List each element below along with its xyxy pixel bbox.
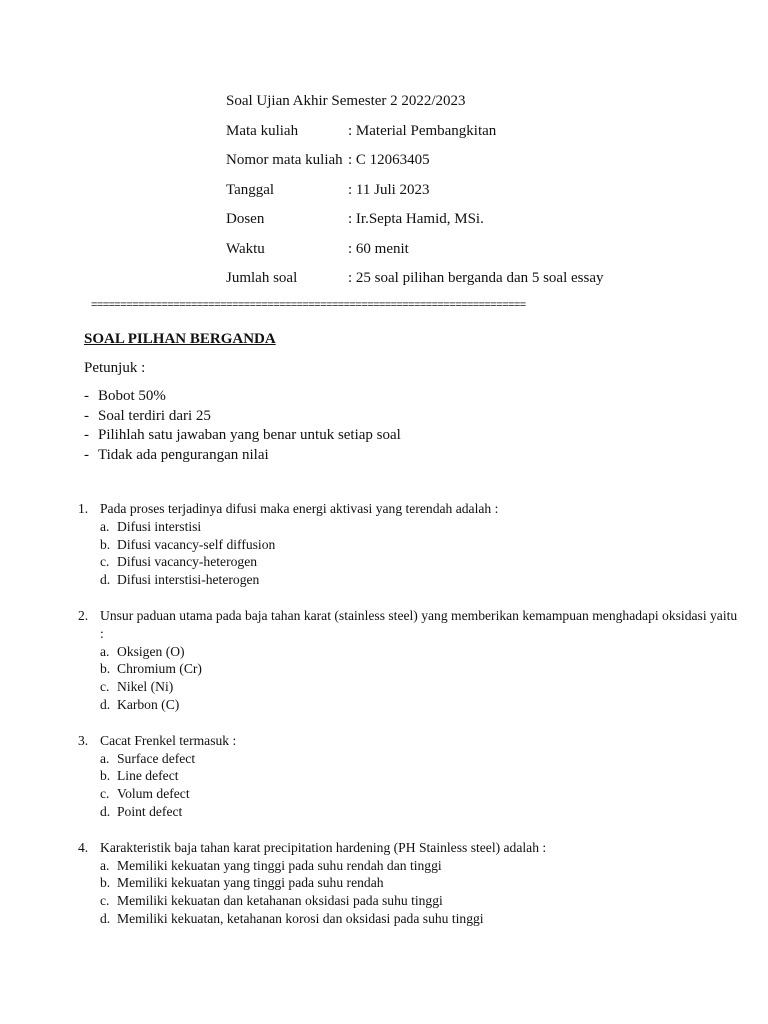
section-title: SOAL PILHAN BERGANDA [84, 331, 276, 347]
question-text: Pada proses terjadinya difusi maka energi aktivasi yang terendah adalah : [100, 501, 499, 516]
option-text: Point defect [117, 803, 183, 819]
option-letter: b. [100, 661, 111, 677]
option-letter: d. [100, 572, 111, 588]
instructions-label: Petunjuk : [84, 360, 146, 376]
separator-line: ========================================================================== [91, 299, 526, 311]
header-label: Mata kuliah [226, 122, 299, 139]
question-1 [78, 500, 738, 589]
header-row-question-count [226, 268, 604, 288]
option-b [100, 536, 738, 554]
option-text: Chromium (Cr) [117, 661, 202, 677]
question-2 [78, 607, 738, 714]
option-letter: a. [100, 750, 110, 766]
option-letter: b. [100, 875, 111, 891]
option-letter: c. [100, 679, 110, 695]
header-label: Nomor mata kuliah [226, 152, 343, 168]
instruction-text: Soal terdiri dari 25 [98, 407, 211, 424]
header-label: Tanggal [226, 181, 275, 198]
header-label: Dosen [226, 211, 265, 227]
header-value: : Ir.Septa Hamid, MSi. [348, 211, 484, 227]
header-row-lecturer [226, 209, 604, 229]
header-row-course-number [226, 150, 604, 170]
option-text: Karbon (C) [117, 696, 180, 712]
option-letter: b. [100, 536, 111, 552]
question-number: 2. [78, 607, 89, 623]
options-list [78, 750, 738, 821]
instruction-text: Pilihlah satu jawaban yang benar untuk setiap soal [98, 427, 401, 443]
option-letter: a. [100, 643, 110, 659]
option-b [100, 660, 738, 678]
header-value: : 11 Juli 2023 [348, 181, 430, 198]
header-label: Jumlah soal [226, 270, 298, 286]
question-text: Unsur paduan utama pada baja tahan karat (stainless steel) yang memberikan kemampuan menghadapi oksidasi yaitu : [100, 607, 738, 641]
options-list [78, 518, 738, 589]
header-row-course [226, 121, 604, 141]
question-text: Karakteristik baja tahan karat precipitation hardening (PH Stainless steel) adalah : [100, 839, 547, 855]
option-text: Memiliki kekuatan, ketahanan korosi dan oksidasi pada suhu tinggi [117, 910, 484, 926]
option-letter: d. [100, 803, 111, 819]
option-text: Oksigen (O) [117, 643, 185, 659]
question-text: Cacat Frenkel termasuk : [100, 732, 237, 748]
instruction-text: Tidak ada pengurangan nilai [98, 446, 269, 463]
option-c [100, 785, 738, 803]
option-text: Difusi vacancy-heterogen [117, 554, 258, 570]
option-text: Volum defect [117, 786, 190, 802]
option-d [100, 696, 738, 714]
option-letter: c. [100, 893, 110, 909]
option-a [100, 857, 738, 875]
option-letter: a. [100, 857, 110, 873]
option-text: Difusi interstisi-heterogen [117, 572, 260, 588]
option-letter: c. [100, 554, 110, 570]
option-letter: d. [100, 910, 111, 926]
options-list [78, 857, 738, 928]
exam-header [226, 91, 604, 298]
option-text: Surface defect [117, 750, 196, 766]
header-value: : 25 soal pilihan berganda dan 5 soal essay [348, 270, 604, 286]
instructions-list [84, 387, 401, 465]
header-value: : Material Pembangkitan [348, 122, 497, 139]
header-value: : 60 menit [348, 240, 409, 257]
header-row-time [226, 239, 604, 259]
option-text: Memiliki kekuatan yang tinggi pada suhu rendah [117, 875, 384, 891]
option-d [100, 571, 738, 589]
questions-list [78, 500, 738, 946]
option-letter: b. [100, 768, 111, 784]
option-letter: d. [100, 696, 111, 712]
option-letter: c. [100, 786, 110, 802]
options-list [78, 643, 738, 714]
option-a [100, 750, 738, 768]
instruction-text: Bobot 50% [98, 388, 166, 404]
option-text: Nikel (Ni) [117, 679, 174, 695]
question-number: 3. [78, 732, 89, 748]
option-d [100, 910, 738, 928]
instruction-item: - Soal terdiri dari 25 [84, 407, 401, 427]
header-label: Waktu [226, 240, 265, 257]
exam-title: Soal Ujian Akhir Semester 2 2022/2023 [226, 93, 466, 109]
instruction-item: - Tidak ada pengurangan nilai [84, 446, 401, 466]
instruction-item: - Bobot 50% [84, 387, 401, 407]
option-c [100, 678, 738, 696]
option-a [100, 643, 738, 661]
option-b [100, 767, 738, 785]
option-text: Memiliki kekuatan yang tinggi pada suhu rendah dan tinggi [117, 857, 442, 873]
option-c [100, 892, 738, 910]
option-text: Difusi interstisi [117, 518, 202, 534]
option-text: Memiliki kekuatan dan ketahanan oksidasi pada suhu tinggi [117, 893, 443, 909]
option-c [100, 553, 738, 571]
option-a [100, 518, 738, 536]
header-value: : C 12063405 [348, 152, 430, 168]
option-d [100, 803, 738, 821]
header-row-date [226, 180, 604, 200]
question-3 [78, 732, 738, 821]
option-text: Line defect [117, 768, 179, 784]
option-b [100, 874, 738, 892]
question-number: 4. [78, 839, 89, 855]
question-number: 1. [78, 501, 89, 516]
question-4 [78, 839, 738, 928]
instruction-item: - Pilihlah satu jawaban yang benar untuk setiap soal [84, 426, 401, 446]
option-letter: a. [100, 518, 110, 534]
option-text: Difusi vacancy-self diffusion [117, 536, 276, 552]
